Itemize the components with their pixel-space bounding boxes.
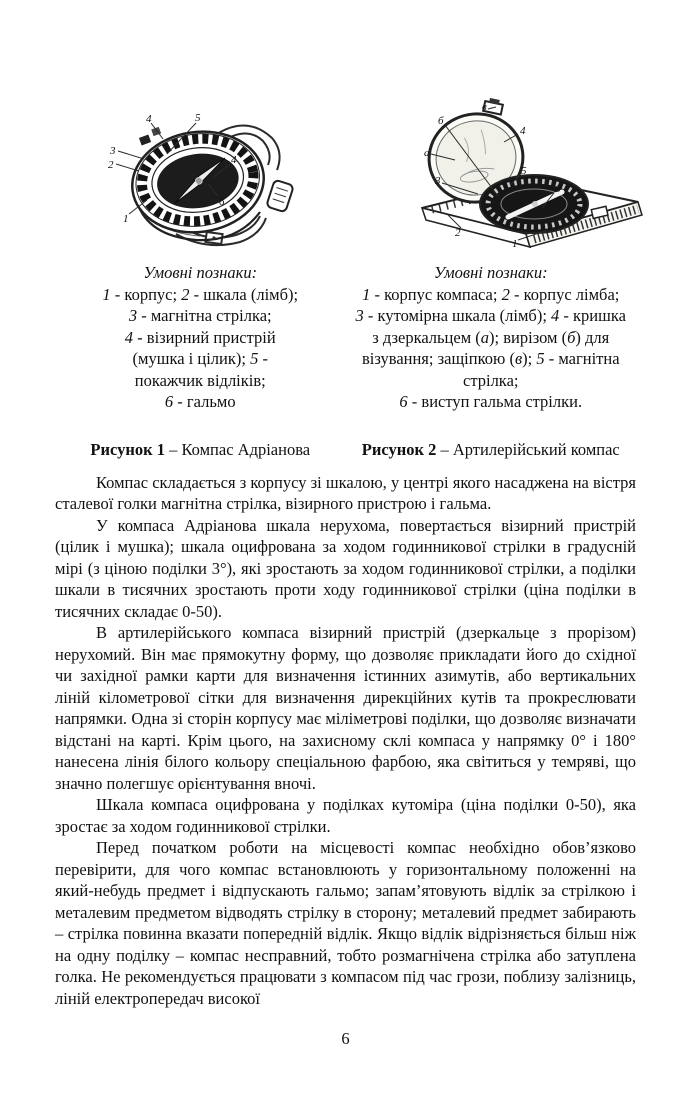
legend-line: 3 - магнітна стрілка; [128,306,272,325]
legend-title: Умовні познаки: [143,263,258,282]
legend-line: з дзеркальцем (а); вирізом (б) для [372,327,610,347]
legend-line: 6 - гальмо [164,392,236,411]
figure-2-legend [346,262,637,413]
callout-label: в [481,101,487,113]
figure-1-container [55,110,346,250]
caption-label: Рисунок 2 [361,439,437,459]
figure-2-container [346,98,637,250]
callout-label: 4 [146,113,152,125]
captions-row [55,439,636,460]
adrianov-compass-illustration [88,110,308,250]
legend-line: стрілка; [463,370,519,390]
page-number: 6 [341,1029,350,1048]
caption-label: Рисунок 1 [90,439,165,459]
legend-line: візування; защіпкою (в); 5 - магнітна [361,349,620,368]
callout-label: 1 [123,213,129,225]
callout-label: 1 [511,238,517,250]
legend-line: 1 - корпус; 2 - шкала (лімб); [102,284,299,304]
callout-label: 6 [554,183,560,195]
callout-label: 4 [519,125,525,137]
artillery-compass-illustration [398,98,656,250]
figure-1-caption [55,439,346,460]
legend-line: 4 - візирний пристрій [124,327,276,347]
callout-label: б [437,115,444,127]
callout-label: 5 [195,112,201,124]
body-paragraph: Перед початком роботи на місцевості компас необхідно обов’язково перевірити, для чого компас встановлюють у горизонтальному положенні на який-небудь предмет і відпускають гальмо; запам’ятовують відлік за стрілкою і металевим предметом відводять стрілку в сторону; металевий предмет забирають – стрілка повинна вказати попередній відлік. Якщо відлік відрізняється більш ніж на одну поділку – компас несправний, тобто розмагнічена стрілка або затуплена голка. Не рекомендується працювати з компасом під час грози, поблизу залізниць, ліній електропередач високої [55,838,636,1008]
figure-2-caption [346,439,637,460]
legends-row [55,262,636,413]
legend-line: 1 - корпус компаса; 2 - корпус лімба; [362,284,620,304]
body-paragraph: У компаса Адріанова шкала нерухома, повертається візирний пристрій (цілик і мушка); шкала оцифрована за ходом годинникової стрілки в градусній мірі (з ціною поділки 3°), які зростають за ходом годинникової стрілки, а поділки шкали в тисячних зростають проти ходу годинникової стрілки (ціна поділки в тисячних складає 0-50). [55,515,636,621]
callout-label: 3 [434,175,440,187]
body-paragraph: Шкала компаса оцифрована у поділках кутоміра (ціна поділки 0-50), яка зростає за ходом годинникової стрілки. [55,795,636,836]
figure-1-legend [55,262,346,413]
body-text [55,472,636,1010]
legend-title: Умовні познаки: [433,263,548,282]
legend-line: 3 - кутомірна шкала (лімб); 4 - кришка [355,306,626,325]
body-paragraph: Компас складається з корпусу зі шкалою, у центрі якого насаджена на вістря сталевої голки магнітна стрілка, візирного пристрою і гальма. [55,472,636,513]
body-paragraph: В артилерійського компаса візирний пристрій (дзеркальце з прорізом) нерухомий. Він має прямокутну форму, що дозволяє прикладати його до східної чи західної рамки карти для визначення істинних азимутів, або вертикальних ліній кілометрової сітки для визначення дирекційних кутів та прокреслювати напрямки. Одна зі сторін корпусу має міліметрові поділки, що дозволяє визначати відстані на карті. Крім цього, на захисному склі компаса у напрямку 0° і 180° нанесена лінія білого кольору спеціальною фарбою, яка світиться у темряві, що значно полегшує орієнтування вночі. [55,623,636,793]
legend-line: (мушка і цілик); 5 - [132,349,268,368]
callout-label: 4 [231,154,237,166]
callout-label: 2 [454,227,460,239]
figures-row [55,95,636,250]
callout-label: 3 [110,145,116,157]
caption-text: – Артилерійський компас [436,439,620,459]
callout-label: 2 [108,159,114,171]
callout-label: 5 [520,165,526,177]
callout-label: 6 [219,196,225,208]
callout-label: а [423,147,429,159]
legend-line: покажчик відліків; [134,370,266,390]
legend-line: 6 - виступ гальма стрілки. [399,392,583,411]
caption-text: – Компас Адріанова [164,439,311,459]
